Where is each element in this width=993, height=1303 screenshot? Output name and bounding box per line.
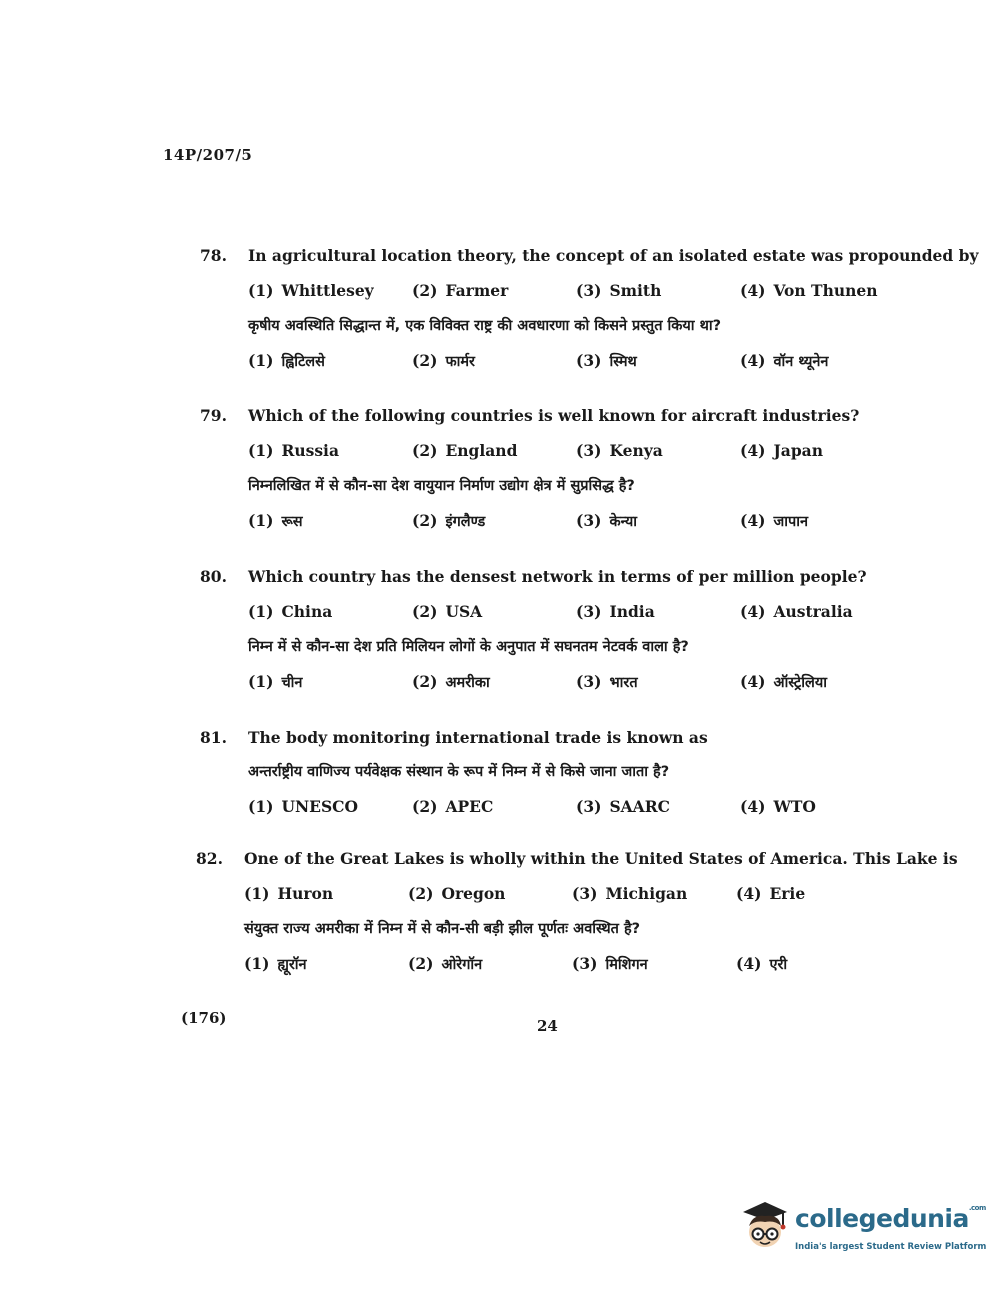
option-4: (4) Australia [740,602,853,621]
page-number: 24 [537,1017,558,1035]
collegedunia-logo[interactable] [735,1196,987,1266]
paper-code: 14P/207/5 [163,146,253,164]
question-number: 80. [200,567,227,586]
options-english [244,884,896,908]
question-text-hindi: अन्तर्राष्ट्रीय वाणिज्य पर्यवेक्षक संस्थान के रूप में निम्न में से किसे जाना जाता है? [248,764,670,780]
question-number: 79. [200,406,227,425]
option-4: (4) Japan [740,441,823,460]
option-3-hindi: (3) मिशिगन [572,954,648,973]
options-hindi [248,672,900,696]
question-text-hindi: निम्नलिखित में से कौन-सा देश वायुयान निर्माण उद्योग क्षेत्र में सुप्रसिद्ध है? [248,478,635,494]
option-1-hindi: (1) चीन [248,672,303,691]
option-1-hindi: (1) रूस [248,511,303,530]
logo-suffix: .com [968,1204,986,1212]
option-2-hindi: (2) फार्मर [412,351,475,370]
option-2: (2) Farmer [412,281,509,300]
logo-name: collegedunia [795,1204,969,1233]
options-english [248,441,900,465]
question-81 [200,727,900,821]
option-2: (2) USA [412,602,483,621]
question-number: 81. [200,728,227,747]
option-4-hindi: (4) वॉन थ्यूनेन [740,351,829,370]
option-3: (3) Kenya [576,441,663,460]
option-3: (3) Michigan [572,884,688,903]
question-text: Which country has the densest network in terms of per million people? [248,567,867,586]
options-hindi [248,511,900,535]
option-2: (2) England [412,441,518,460]
option-3-hindi: (3) भारत [576,672,638,691]
option-2: (2) APEC [412,797,494,816]
option-3: (3) Smith [576,281,662,300]
question-text-hindi: संयुक्त राज्य अमरीका में निम्न में से कौन-सी बड़ी झील पूर्णतः अवस्थित है? [244,921,641,937]
option-1: (1) Russia [248,441,339,460]
question-80 [200,566,900,696]
options-english [248,602,900,626]
options-english [248,797,900,821]
options-hindi [244,954,896,978]
question-text-hindi: कृषीय अवस्थिति सिद्धान्त में, एक विविक्त राष्ट्र की अवधारणा को किसने प्रस्तुत किया था? [248,318,722,334]
option-1-hindi: (1) ह्विटिलसे [248,351,325,370]
mascot-icon [735,1196,793,1258]
question-number: 78. [200,246,227,265]
option-2-hindi: (2) अमरीका [412,672,490,691]
question-text: Which of the following countries is well known for aircraft industries? [248,406,860,425]
options-hindi [248,351,900,375]
question-text: In agricultural location theory, the concept of an isolated estate was propounded by [248,246,979,265]
option-4-hindi: (4) जापान [740,511,809,530]
question-78 [200,245,979,375]
option-4-hindi: (4) ऑस्ट्रेलिया [740,672,827,691]
option-1: (1) UNESCO [248,797,358,816]
footer-code: (176) [181,1009,227,1027]
option-1-hindi: (1) ह्यूरॉन [244,954,307,973]
option-1: (1) Huron [244,884,334,903]
option-3-hindi: (3) स्मिथ [576,351,637,370]
option-1: (1) China [248,602,333,621]
option-2-hindi: (2) इंगलैण्ड [412,511,486,530]
question-82 [196,848,958,978]
option-2-hindi: (2) ओरेगॉन [408,954,483,973]
option-4: (4) WTO [740,797,816,816]
question-number: 82. [196,849,223,868]
question-text-hindi: निम्न में से कौन-सा देश प्रति मिलियन लोगों के अनुपात में सघनतम नेटवर्क वाला है? [248,639,689,655]
option-4-hindi: (4) एरी [736,954,788,973]
options-english [248,281,900,305]
option-3: (3) India [576,602,655,621]
option-2: (2) Oregon [408,884,506,903]
option-4: (4) Von Thunen [740,281,878,300]
option-3: (3) SAARC [576,797,670,816]
option-4: (4) Erie [736,884,806,903]
logo-tagline: India's largest Student Review Platform [795,1242,987,1252]
question-text: The body monitoring international trade is known as [248,728,708,747]
question-text: One of the Great Lakes is wholly within the United States of America. This Lake is [244,849,958,868]
question-79 [200,405,900,535]
option-3-hindi: (3) केन्या [576,511,638,530]
option-1: (1) Whittlesey [248,281,374,300]
